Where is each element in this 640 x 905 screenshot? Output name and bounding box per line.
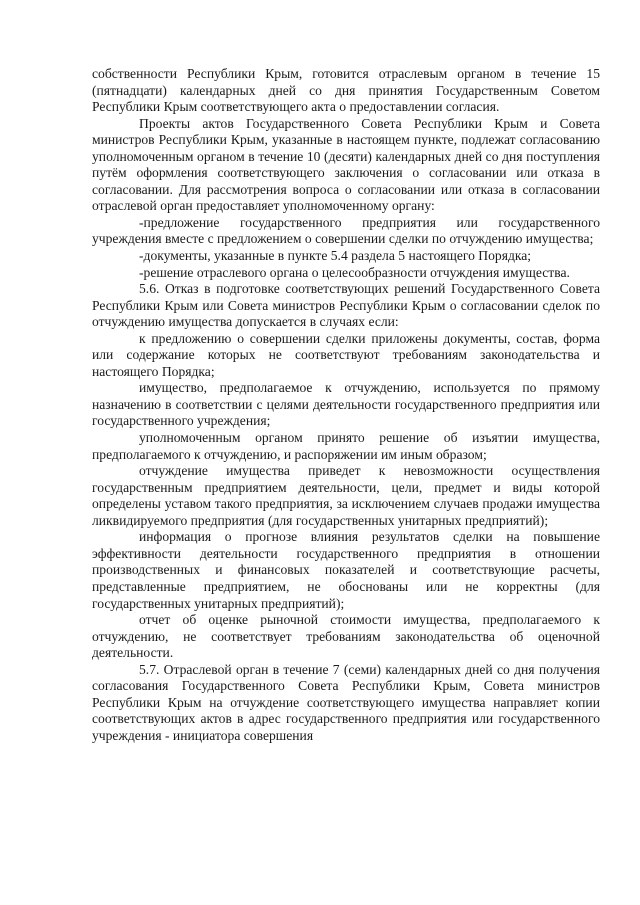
paragraph-11: информация о прогнозе влияния результатов сделки на повышение эффективности деятельности государственного предприятия в отношении производственных и финансовых показателей и соответствующие расчеты, представленные предприятием, не обоснованы или не корректны (для государственных унитарных предприятий); <box>92 529 600 611</box>
paragraph-5: -решение отраслевого органа о целесообразности отчуждения имущества. <box>139 264 570 280</box>
paragraph-7: к предложению о совершении сделки приложены документы, состав, форма или содержание которых не соответствуют требованиям законодательства и настоящего Порядка; <box>92 330 600 379</box>
paragraph-1: собственности Республики Крым, готовится отраслевым органом в течение 15 (пятнадцати) календарных дней со дня принятия Государственным Советом Республики Крым соответствующего акта о предоставлении согласия. <box>92 66 600 115</box>
paragraph-4: -документы, указанные в пункте 5.4 раздела 5 настоящего Порядка; <box>139 248 532 264</box>
document-page <box>92 66 600 744</box>
paragraph-6: 5.6. Отказ в подготовке соответствующих решений Государственного Совета Республики Крым или Совета министров Республики Крым о согласовании сделок по отчуждению имущества допускается в случаях если: <box>92 281 600 330</box>
paragraph-8: имущество, предполагаемое к отчуждению, используется по прямому назначению в соответствии с целями деятельности государственного предприятия или государственного учреждения; <box>92 380 600 429</box>
paragraph-2: Проекты актов Государственного Совета Республики Крым и Совета министров Республики Крым, указанные в настоящем пункте, подлежат согласованию уполномоченным органом в течение 10 (десяти) календарных дней со дня поступления путём оформления соответствующего заключения о согласовании или отказа в согласовании. Для рассмотрения вопроса о согласовании или отказа в согласовании отраслевой орган предоставляет уполномоченному органу: <box>92 115 600 214</box>
paragraph-9: уполномоченным органом принято решение об изъятии имущества, предполагаемого к отчуждению, и распоряжении им иным образом; <box>92 430 600 462</box>
paragraph-3: -предложение государственного предприятия или государственного учреждения вместе с предложением о совершении сделки по отчуждению имущества; <box>92 214 600 247</box>
paragraph-10: отчуждение имущества приведет к невозможности осуществления государственным предприятием деятельности, цели, предмет и виды которой определены уставом такого предприятия, за исключением случаев продажи имущества ликвидируемого предприятия (для государственных унитарных предприятий); <box>92 463 600 528</box>
paragraph-13: 5.7. Отраслевой орган в течение 7 (семи) календарных дней со дня получения согласования Государственного Совета Республики Крым, Совета министров Республики Крым на отчуждение соответствующего имущества направляет копии соответствующих актов в адрес государственного предприятия или государственного учреждения - инициатора совершения <box>92 661 600 743</box>
paragraph-12: отчет об оценке рыночной стоимости имущества, предполагаемого к отчуждению, не соответствует требованиям законодательства об оценочной деятельности. <box>92 612 600 661</box>
